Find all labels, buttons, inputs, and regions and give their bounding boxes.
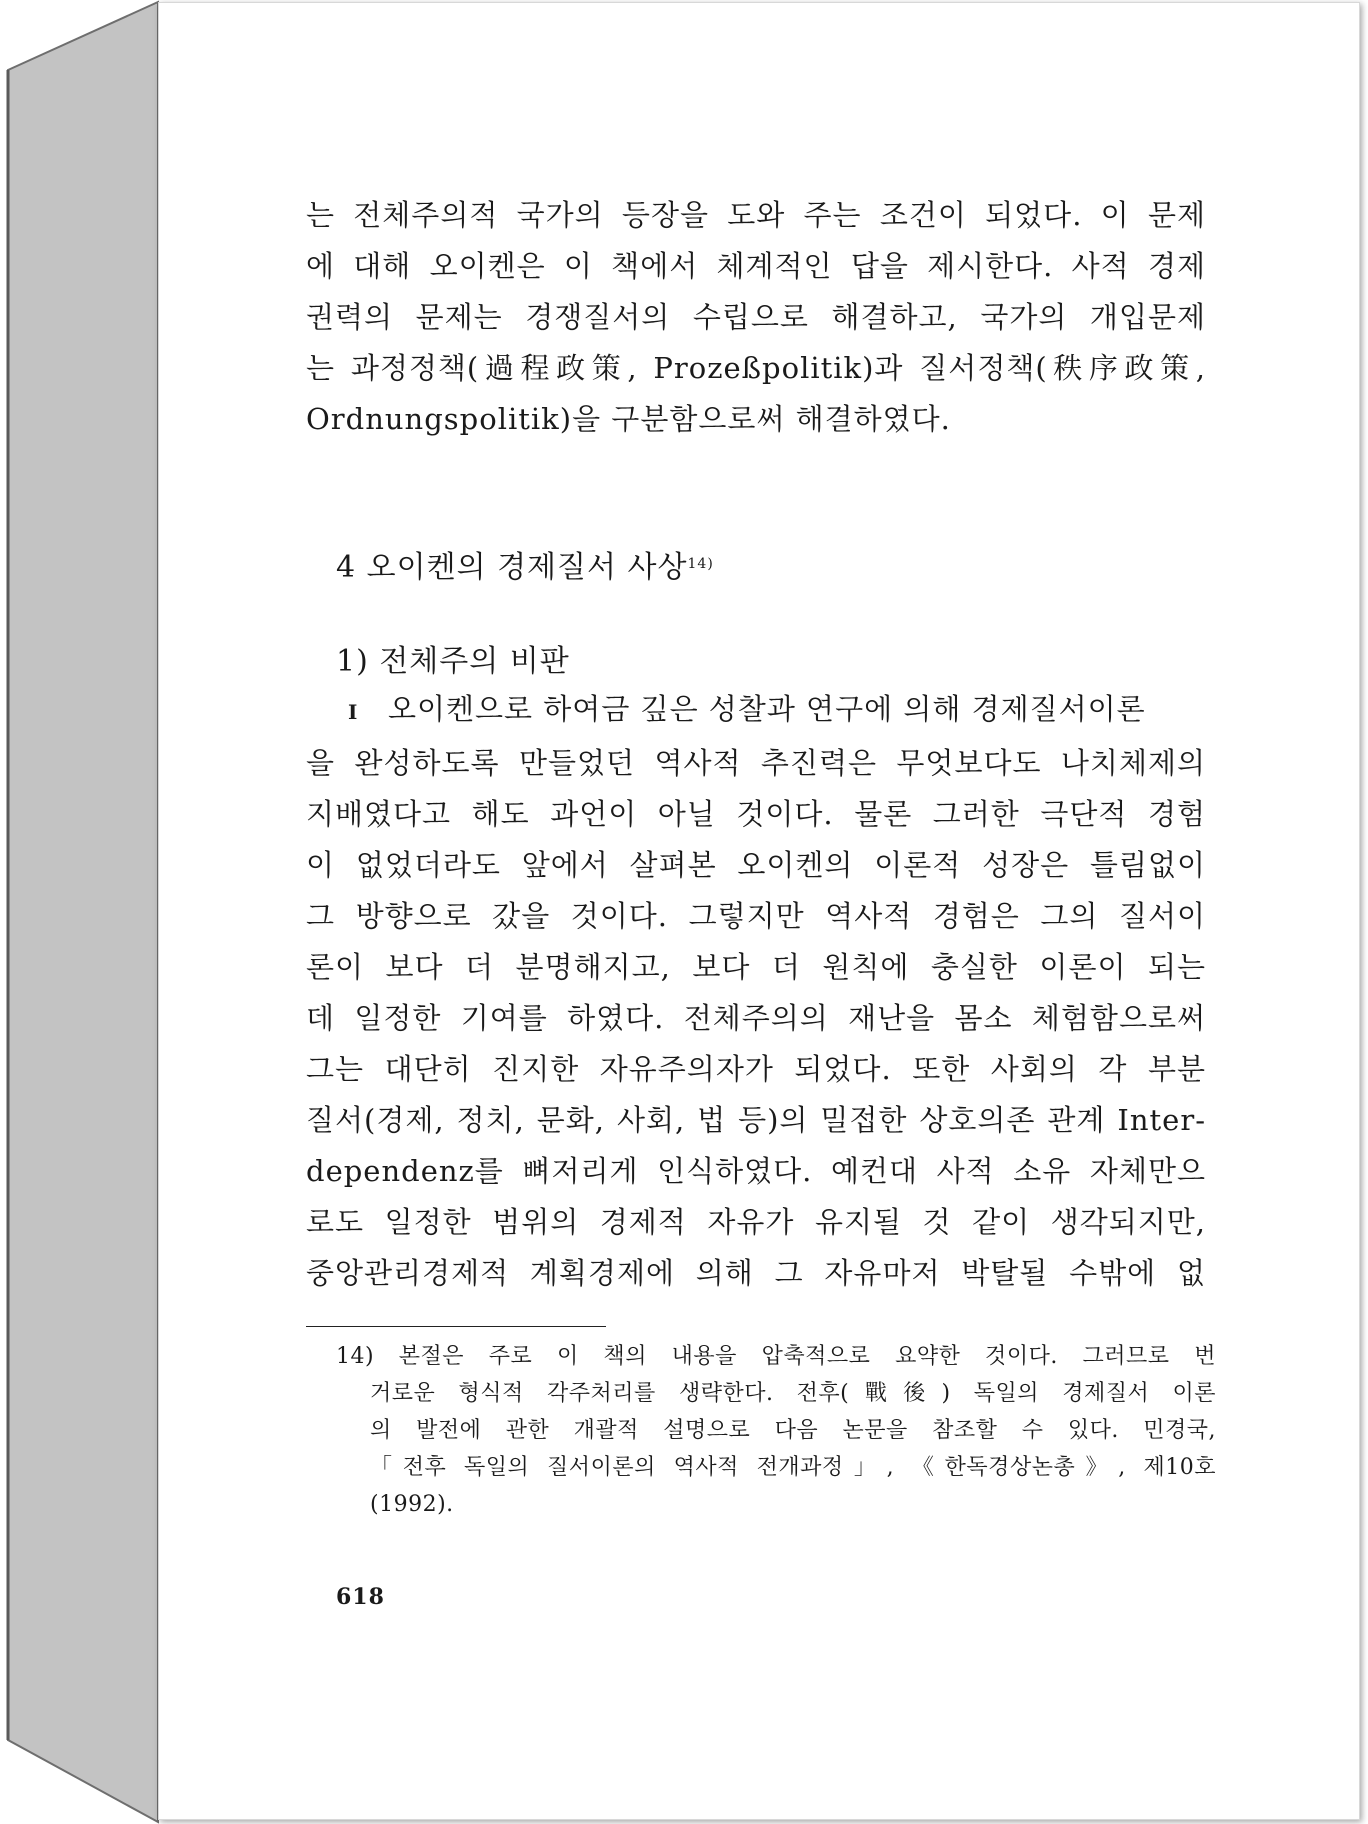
body-line: 그는 대단히 진지한 자유주의자가 되었다. 또한 사회의 각 부분: [306, 1052, 1206, 1086]
footnote-line: 의 발전에 관한 개괄적 설명으로 다음 논문을 참조할 수 있다. 민경국,: [370, 1418, 1216, 1443]
section-heading-text: 4 오이켄의 경제질서 사상: [336, 550, 688, 585]
body-line: 론이 보다 더 분명해지고, 보다 더 원칙에 충실한 이론이 되는: [306, 950, 1206, 984]
section-heading: [336, 548, 714, 588]
footnote-line: 14) 본절은 주로 이 책의 내용을 압축적으로 요약한 것이다. 그러므로 번: [336, 1344, 1216, 1369]
body-line: 중앙관리경제적 계획경제에 의해 그 자유마저 박탈될 수밖에 없: [306, 1256, 1206, 1290]
page-number: 618: [336, 1584, 385, 1610]
paragraph-marker: I: [348, 700, 359, 724]
body-line: 로도 일정한 범위의 경제적 자유가 유지될 것 같이 생각되지만,: [306, 1205, 1206, 1239]
intro-line: Ordnungspolitik)을 구분함으로써 해결하였다.: [306, 402, 951, 436]
subsection-heading: 1) 전체주의 비판: [336, 644, 570, 679]
intro-line: 에 대해 오이켄은 이 책에서 체계적인 답을 제시한다. 사적 경제: [306, 249, 1206, 283]
body-line: dependenz를 뼈저리게 인식하였다. 예컨대 사적 소유 자체만으: [306, 1154, 1206, 1188]
intro-line: 는 전체주의적 국가의 등장을 도와 주는 조건이 되었다. 이 문제: [306, 198, 1206, 232]
intro-paragraph: [306, 190, 1206, 445]
footnote-line: 「전후 독일의 질서이론의 역사적 전개과정」, 《한독경상논총》, 제10호: [370, 1455, 1216, 1480]
footnote-reference: 14): [687, 556, 714, 572]
body-line: 이 없었더라도 앞에서 살펴본 오이켄의 이론적 성장은 틀림없이: [306, 848, 1206, 882]
intro-line: 권력의 문제는 경쟁질서의 수립으로 해결하고, 국가의 개입문제: [306, 300, 1206, 334]
body-line: 질서(경제, 정치, 문화, 사회, 법 등)의 밀접한 상호의존 관계 Inter-: [306, 1103, 1206, 1137]
body-line: 을 완성하도록 만들었던 역사적 추진력은 무엇보다도 나치체제의: [306, 746, 1206, 780]
footnote-divider: [306, 1326, 606, 1327]
body-line-text: 오이켄으로 하여금 깊은 성찰과 연구에 의해 경제질서이론: [388, 692, 1146, 726]
body-line: 지배였다고 해도 과언이 아닐 것이다. 물론 그러한 극단적 경험: [306, 797, 1206, 831]
body-line: 데 일정한 기여를 하였다. 전체주의의 재난을 몸소 체험함으로써: [306, 1001, 1206, 1035]
footnote-line: (1992).: [370, 1492, 454, 1517]
body-paragraph: [306, 684, 1206, 1299]
body-line: 그 방향으로 갔을 것이다. 그렇지만 역사적 경험은 그의 질서이: [306, 899, 1206, 933]
book-spine-face: [8, 2, 158, 1822]
footnote-line: 거로운 형식적 각주처리를 생략한다. 전후(戰後) 독일의 경제질서 이론: [370, 1381, 1216, 1406]
footnote: [336, 1338, 1216, 1523]
intro-line: 는 과정정책(過程政策, Prozeßpolitik)과 질서정책(秩序政策,: [306, 351, 1206, 385]
body-line: [306, 684, 1206, 738]
